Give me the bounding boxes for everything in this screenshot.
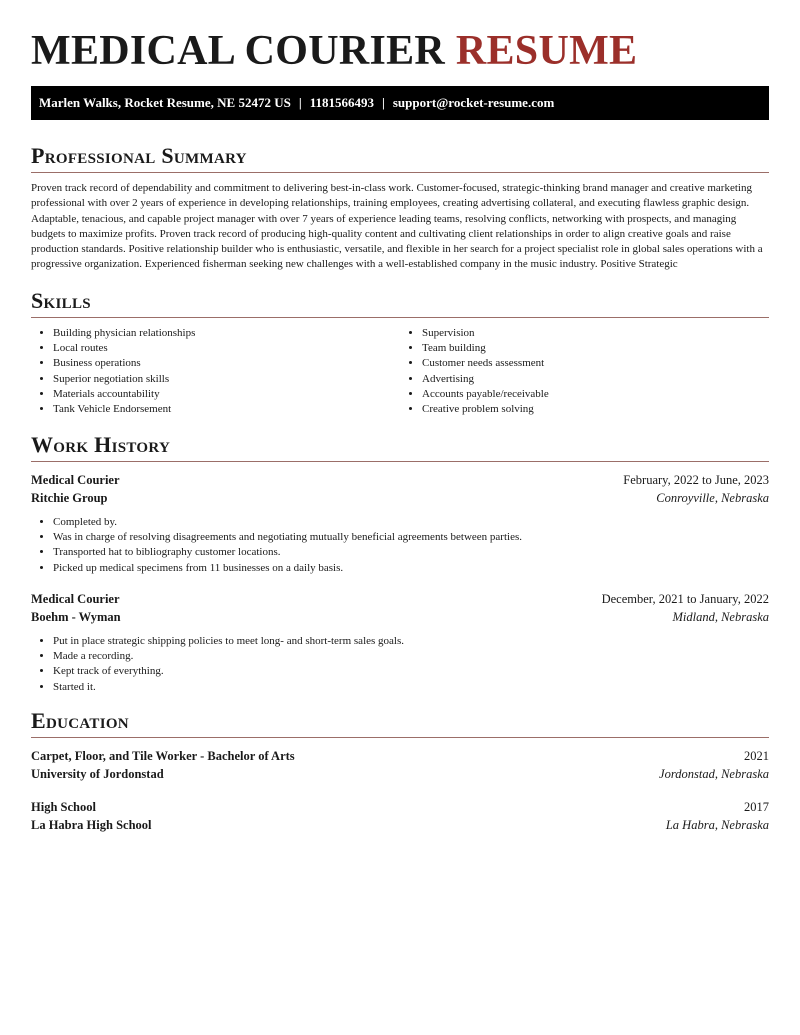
title-main: MEDICAL COURIER xyxy=(31,28,446,74)
job-entry xyxy=(31,471,769,576)
contact-phone: 1181566493 xyxy=(309,95,374,110)
job-company: Ritchie Group xyxy=(31,491,108,505)
job-bullets xyxy=(31,634,769,695)
skill-item: • Accounts payable/receivable xyxy=(422,387,769,402)
skill-item: • Advertising xyxy=(422,372,769,387)
job-location: Midland, Nebraska xyxy=(672,610,769,624)
education-degree: High School xyxy=(31,800,96,814)
contact-separator: | xyxy=(298,95,302,110)
job-bullet: • Started it. xyxy=(53,680,769,695)
contact-address: Marlen Walks, Rocket Resume, NE 52472 US xyxy=(39,95,291,110)
job-title: Medical Courier xyxy=(31,473,120,487)
skill-item: • Supervision xyxy=(422,326,769,341)
contact-email[interactable]: support@rocket-resume.com xyxy=(392,95,555,110)
job-bullet: • Picked up medical specimens from 11 businesses on a daily basis. xyxy=(53,561,769,576)
job-bullet: • Completed by. xyxy=(53,515,769,530)
job-location: Conroyville, Nebraska xyxy=(656,491,769,505)
job-header-row xyxy=(31,590,769,608)
skill-item: • Building physician relationships xyxy=(53,326,400,341)
contact-separator: | xyxy=(381,95,385,110)
education-location: La Habra, Nebraska xyxy=(665,818,769,832)
skill-item: • Materials accountability xyxy=(53,387,400,402)
education-school-row xyxy=(31,816,769,834)
skill-item: • Superior negotiation skills xyxy=(53,372,400,387)
education-entry xyxy=(31,798,769,834)
summary-text: Proven track record of dependability and commitment to delivering best-in-class work. Customer-focused, strategic-thinking brand manager and creative marketing professional with over 2 years of experience in developing relationships, training employees, creating advertising collateral, and executing flawless graphic design. Adaptable, tenacious, and capable project manager with over 7 years of experience leading teams, resolving conflicts, networking with prospects, and managing budgets to maximize profits. Proven track record of producing high-quality content and cultivating client relationships in order to align creative goals and raise production standards. Positive relationship builder who is enthusiastic, versatile, and flexible in her search for a project specialist role in global sales operations with a progressive organization. Experienced fisherman seeking new challenges with a well-established company in the music industry. Positive Strategic xyxy=(31,182,763,271)
job-entry xyxy=(31,590,769,695)
title-accent: RESUME xyxy=(455,28,638,74)
skill-item: • Creative problem solving xyxy=(422,402,769,417)
skill-item: • Business operations xyxy=(53,356,400,371)
skills-columns xyxy=(31,326,769,417)
education-year: 2017 xyxy=(744,800,769,814)
education-header-row xyxy=(31,747,769,765)
job-bullet: • Was in charge of resolving disagreements and negotiating mutually beneficial agreements between parties. xyxy=(53,530,769,545)
job-header-row xyxy=(31,471,769,489)
education-entry xyxy=(31,747,769,783)
education-heading: Education xyxy=(31,708,769,738)
job-bullet: • Transported hat to bibliography customer locations. xyxy=(53,545,769,560)
education-school-row xyxy=(31,765,769,783)
skills-section xyxy=(31,288,769,417)
job-bullets xyxy=(31,515,769,576)
summary-section xyxy=(31,143,769,273)
education-header-row xyxy=(31,798,769,816)
education-school: La Habra High School xyxy=(31,818,152,832)
skills-list-left xyxy=(31,326,400,417)
work-section xyxy=(31,432,769,462)
education-school: University of Jordonstad xyxy=(31,767,164,781)
summary-heading: Professional Summary xyxy=(31,143,769,173)
job-company-row xyxy=(31,608,769,626)
skills-heading: Skills xyxy=(31,288,769,318)
contact-bar xyxy=(31,86,769,120)
job-bullet: • Put in place strategic shipping policies to meet long- and short-term sales goals. xyxy=(53,634,769,649)
job-company-row xyxy=(31,489,769,507)
resume-title xyxy=(31,28,637,74)
education-year: 2021 xyxy=(744,749,769,763)
skill-item: • Local routes xyxy=(53,341,400,356)
job-company: Boehm - Wyman xyxy=(31,610,121,624)
skill-item: • Team building xyxy=(422,341,769,356)
job-dates: December, 2021 to January, 2022 xyxy=(601,592,769,606)
skills-list-right xyxy=(400,326,769,417)
skill-item: • Customer needs assessment xyxy=(422,356,769,371)
job-dates: February, 2022 to June, 2023 xyxy=(623,473,769,487)
job-bullet: • Kept track of everything. xyxy=(53,664,769,679)
skill-item: • Tank Vehicle Endorsement xyxy=(53,402,400,417)
education-location: Jordonstad, Nebraska xyxy=(659,767,769,781)
education-section xyxy=(31,708,769,738)
job-bullet: • Made a recording. xyxy=(53,649,769,664)
work-heading: Work History xyxy=(31,432,769,462)
education-degree: Carpet, Floor, and Tile Worker - Bachelor of Arts xyxy=(31,749,295,763)
job-title: Medical Courier xyxy=(31,592,120,606)
